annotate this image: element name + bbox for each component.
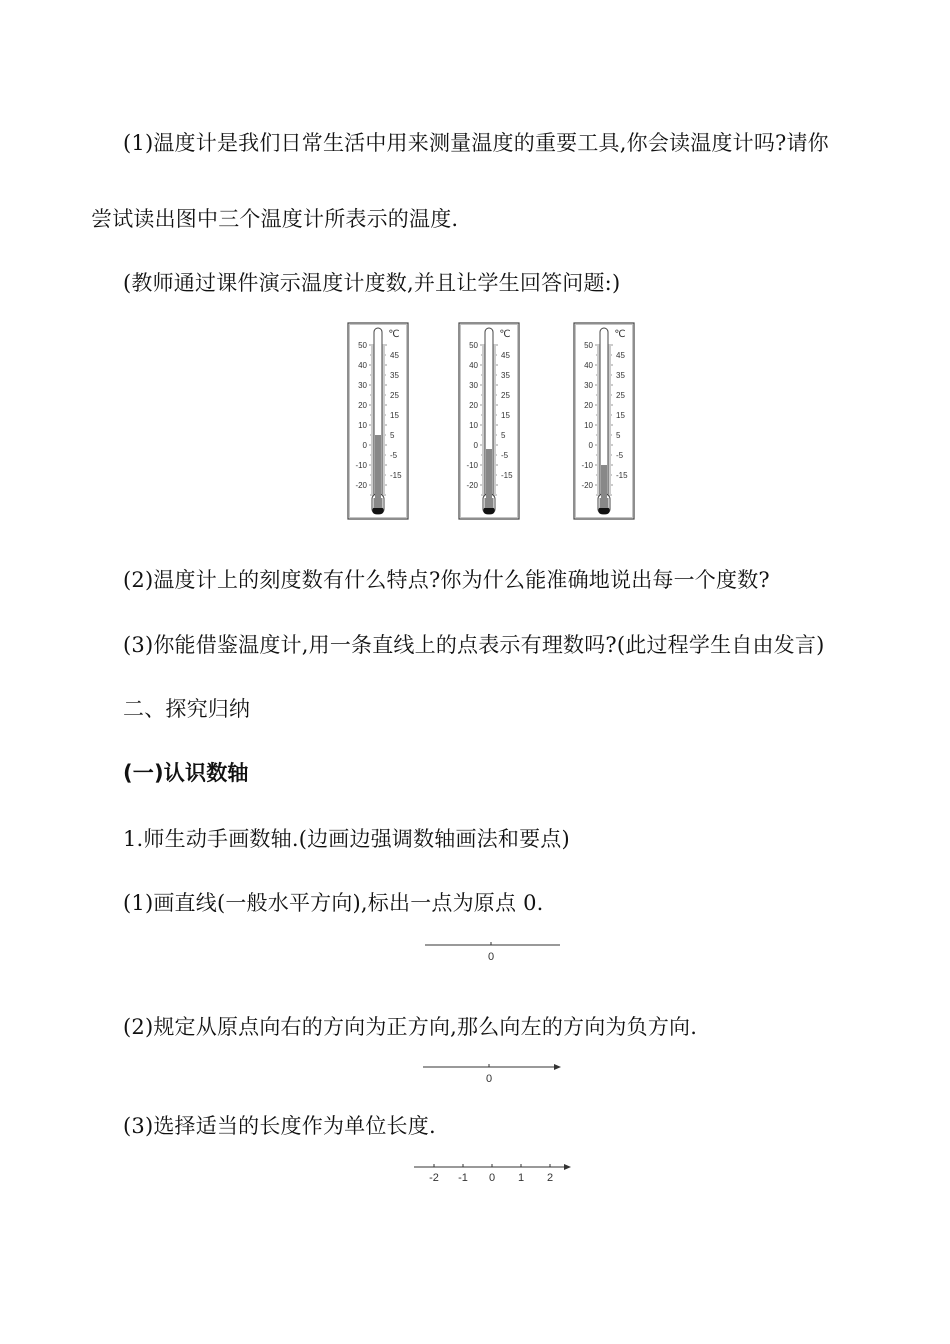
scale-label-right: -15 [390,471,402,480]
thermometer-liquid [375,435,381,499]
scale-label-left: 20 [469,401,478,410]
scale-label-left: 0 [473,441,478,450]
line-1-origin-label: 0 [487,951,495,963]
scale-label-left: 40 [584,361,593,370]
scale-label-right: 5 [501,431,506,440]
scale-label-left: 30 [358,381,367,390]
scale-label-right: -5 [390,451,398,460]
teacher-note: (教师通过课件演示温度计度数,并且让学生回答问题:) [123,271,621,295]
scale-label-left: -20 [581,481,593,490]
scale-label-right: -5 [616,451,624,460]
scale-label-right: 45 [616,351,625,360]
scale-label-right: 25 [501,391,510,400]
thermometer-bulb-fill [599,507,610,514]
scale-label-right: 25 [616,391,625,400]
scale-label-right: -15 [501,471,513,480]
unit-label: ℃ [499,329,511,340]
unit-label: ℃ [388,329,400,340]
scale-label-left: -10 [581,461,593,470]
scale-label-left: 0 [362,441,367,450]
number-line-3 [410,1158,580,1188]
thermometer-2 [459,323,519,519]
scale-label-left: -20 [466,481,478,490]
thermometer-liquid [486,449,492,499]
scale-label-left: 40 [358,361,367,370]
thermometer-1 [348,323,408,519]
line-3-tick-label: 0 [488,1172,496,1184]
number-line-1 [420,936,570,966]
scale-label-right: 15 [501,411,510,420]
scale-label-left: 40 [469,361,478,370]
scale-label-left: 20 [358,401,367,410]
line-3-arrow [564,1164,571,1170]
scale-label-right: 15 [616,411,625,420]
scale-label-right: 35 [390,371,399,380]
question-3: (3)你能借鉴温度计,用一条直线上的点表示有理数吗?(此过程学生自由发言) [123,633,825,657]
scale-label-left: -20 [355,481,367,490]
paragraph-1-line-1: (1)温度计是我们日常生活中用来测量温度的重要工具,你会读温度计吗?请你 [123,131,829,155]
scale-label-right: 45 [390,351,399,360]
unit-label: ℃ [614,329,626,340]
scale-label-left: 10 [584,421,593,430]
scale-label-left: -10 [355,461,367,470]
scale-label-right: -15 [616,471,628,480]
step-1a: (1)画直线(一般水平方向),标出一点为原点 0. [123,891,544,915]
thermometers-svg [340,318,640,524]
line-3-tick-label: 1 [517,1172,525,1184]
scale-label-right: 5 [616,431,621,440]
thermometer-bulb-fill [373,507,384,514]
line-3-tick-label: -1 [458,1172,468,1184]
scale-label-right: -5 [501,451,509,460]
thermometer-bulb-fill [484,507,495,514]
line-2-origin-label: 0 [485,1073,493,1085]
scale-label-right: 45 [501,351,510,360]
scale-label-left: 50 [358,341,367,350]
line-2-arrow [554,1064,561,1070]
scale-label-right: 15 [390,411,399,420]
scale-label-left: 20 [584,401,593,410]
thermometer-liquid [601,465,607,499]
scale-label-left: 50 [469,341,478,350]
question-2: (2)温度计上的刻度数有什么特点?你为什么能准确地说出每一个度数? [123,568,770,592]
step-1b: (2)规定从原点向右的方向为正方向,那么向左的方向为负方向. [123,1015,698,1039]
number-line-2 [418,1058,568,1088]
line-3-tick-label: 2 [546,1172,554,1184]
section-heading: 二、探究归纳 [123,697,251,721]
step-1c: (3)选择适当的长度作为单位长度. [123,1114,436,1138]
line-3-tick-label: -2 [429,1172,439,1184]
scale-label-right: 35 [501,371,510,380]
subsection-heading: (一)认识数轴 [123,761,249,785]
scale-label-left: 10 [358,421,367,430]
scale-label-left: 10 [469,421,478,430]
scale-label-left: 50 [584,341,593,350]
scale-label-left: 30 [469,381,478,390]
scale-label-left: -10 [466,461,478,470]
scale-label-right: 5 [390,431,395,440]
scale-label-right: 35 [616,371,625,380]
thermometer-3 [574,323,634,519]
scale-label-right: 25 [390,391,399,400]
paragraph-1-line-2: 尝试读出图中三个温度计所表示的温度. [91,207,459,231]
scale-label-left: 30 [584,381,593,390]
step-1: 1.师生动手画数轴.(边画边强调数轴画法和要点) [123,827,570,851]
scale-label-left: 0 [588,441,593,450]
thermometer-figure [340,318,640,524]
